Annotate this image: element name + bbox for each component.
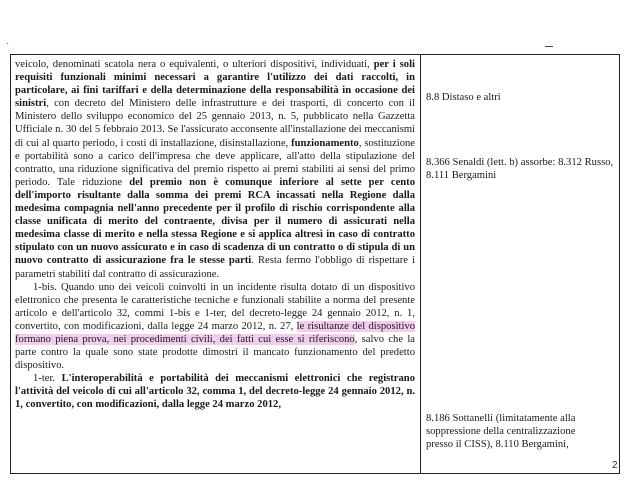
text-run: veicolo, denominati scatola nera o equivalenti, o ulteriori dispositivi, individuati,	[15, 59, 374, 70]
top-dash	[545, 46, 553, 47]
paragraph-1-bis	[15, 281, 415, 373]
paragraph-1-bis-tail: , salvo che la parte contro la quale sono state prodotte dimostri il mancato funzionamento del predetto dispositivo.	[15, 333, 415, 372]
highlighted-text: le risultanze del dispositivo formano piena prova, nei procedimenti civili, dei fatti cui esse si riferiscono	[15, 320, 416, 345]
text-run: , con decreto del Ministero delle infrastrutture e dei trasporti, di concerto con il Ministero dello sviluppo economico del 25 gennaio 2013, n. 5, pubblicato nella Gazzetta Ufficiale n. 30 del 5 febbraio 2013. Se l'assicurato acconsente all'installazione dei meccanismi di cui al quarto periodo, i costi di installazione, disinstallazione,	[15, 98, 415, 149]
amendment-note-3-line-1: 8.186 Sottanelli (limitatamente alla	[426, 413, 576, 424]
bold-run: funzionamento	[291, 137, 359, 149]
text-run: , sostituzione e portabilità sono a carico dell'impresa che deve applicare, all'atto della stipulazione del contratto, una riduzione significativa del premio rispetto ai premi stabiliti ai sensi del primo periodo. Tale riduzione	[15, 137, 415, 188]
amendment-note-3-line-2: soppressione della centralizzazione	[426, 426, 576, 438]
amendment-note-1: 8.8 Distaso e altri	[426, 92, 501, 103]
bold-run: del premio non è comunque inferiore al sette per cento dell'importo risultante dalla somma dei premi RCA incassati nella Regione dalla medesima compagnia nell'anno precedente per il profilo di rischio corrispondente alla classe unificata di merito del contraente, divisa per il numero di assicurati nella medesima classe di merito e nella stessa Regione e si applica altresì in caso di contratto stipulato con un nuovo assicurato e in caso di scadenza di un contratto o di stipula di un nuovo contratto di assicurazione fra le stesse parti	[15, 176, 415, 267]
bold-run: per i soli requisiti funzionali minimi necessari a garantire l'utilizzo dei dati raccolti, in particolare, ai fini tariffari e della determinazione della responsabilità in occasione dei sinistri	[15, 59, 415, 110]
amendment-table	[10, 54, 620, 474]
amendment-note-3-line-3: presso il CISS), 8.110 Bergamini,	[426, 439, 569, 451]
paragraph-1	[15, 58, 415, 281]
text-run: . Resta fermo l'obbligo di rispettare i parametri stabiliti dal contratto di assicurazione.	[15, 255, 416, 280]
law-text-column	[15, 58, 415, 412]
paragraph-1-ter-label: 1-ter.	[33, 373, 62, 385]
amendment-note-2: 8.366 Senaldi (lett. b) assorbe: 8.312 Russo, 8.111 Bergamini	[426, 157, 614, 182]
paragraph-1-ter	[15, 372, 415, 411]
paragraph-1-ter-bold: L'interoperabilità e portabilità dei meccanismi elettronici che registrano l'attività del veicolo di cui all'articolo 32, comma 1, del decreto-legge 24 gennaio 2012, n. 1, convertito, con modificazioni, dalla legge 24 marzo 2012,	[15, 373, 415, 411]
table-border-right	[619, 55, 620, 473]
table-divider	[420, 55, 421, 473]
amendment-note-3	[426, 412, 614, 451]
page-number: 2	[612, 460, 618, 471]
corner-mark: ˙	[6, 42, 10, 53]
paragraph-1-bis-text: 1-bis. Quando uno dei veicoli coinvolti in un incidente risulta dotato di un dispositivo elettronico che presenta le caratteristiche tecniche e funzionali stabilite a norma del presente articolo e dell'articolo 32, commi 1-bis e 1-ter, del decreto-legge 24 gennaio 2012, n. 1, convertito, con modificazioni, dalla legge 24 marzo 2012, n. 27,	[15, 281, 415, 332]
table-border-left	[10, 55, 11, 473]
